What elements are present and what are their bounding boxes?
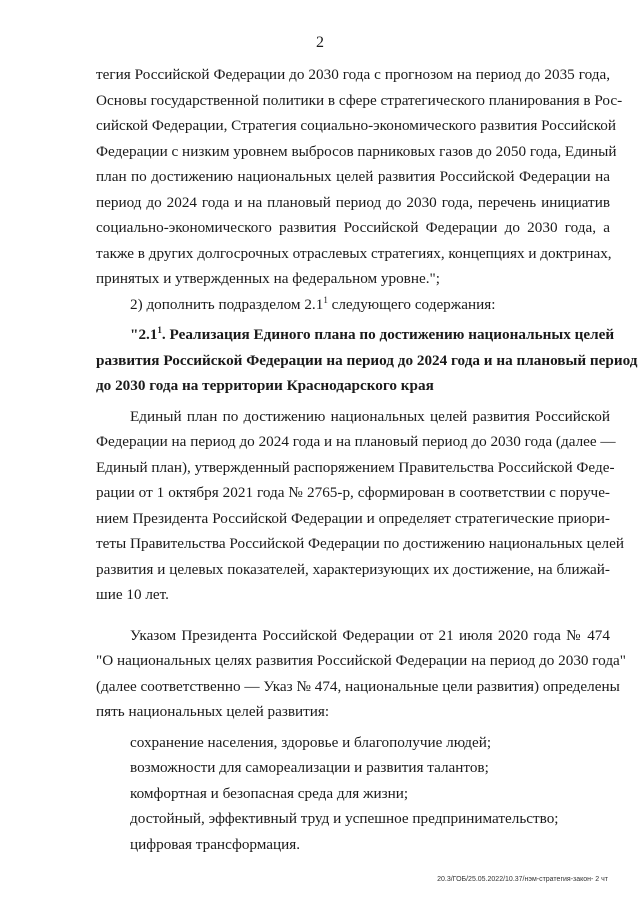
heading-line: развития Российской Федерации на период до 2024 года и на плановый период [96, 351, 638, 369]
text-line: шие 10 лет. [96, 586, 169, 603]
paragraph-unified-plan [96, 404, 624, 608]
heading-quote: " [130, 326, 139, 343]
text-line: тегия Российской Федерации до 2030 года с прогнозом на период до 2035 года, [96, 66, 610, 83]
text-line: рации от 1 октября 2021 года № 2765-р, сформирован в соответствии с поруче- [96, 484, 610, 501]
text-line: развития и целевых показателей, характеризующих их достижение, на ближай- [96, 560, 610, 578]
heading-line [96, 322, 615, 348]
text-line: сийской Федерации, Стратегия социально-экономического развития Российской [96, 117, 616, 134]
text-line: пять национальных целей развития: [96, 703, 330, 720]
paragraph-decree [96, 623, 626, 725]
superscript: 1 [157, 325, 162, 335]
page-number: 2 [316, 34, 324, 51]
document-footer-code: 20.3/ГОБ/25.05.2022/10.37/нэм-стратегия-закон- 2 чт [437, 876, 608, 883]
text-line: план по достижению национальных целей развития Российской Федерации на [96, 168, 610, 185]
text-line: Единый план по достижению национальных целей развития Российской [130, 407, 610, 425]
text-line: также в других долгосрочных отраслевых стратегиях, концепциях и доктринах, [96, 244, 612, 262]
amendment-item [96, 292, 610, 318]
heading-title: . Реализация Единого плана по достижению национальных целей [161, 326, 615, 343]
amendment-item-text: 2) дополнить подразделом 2.1 [130, 295, 324, 313]
list-item: комфортная и безопасная среда для жизни; [130, 784, 409, 802]
national-goals-list [96, 730, 610, 858]
list-item: достойный, эффективный труд и успешное предпринимательство; [130, 810, 559, 827]
list-item: возможности для самореализации и развития талантов; [130, 759, 489, 776]
list-item: сохранение населения, здоровье и благополучие людей; [130, 733, 492, 751]
list-item: цифровая трансформация. [130, 835, 301, 853]
document-body [96, 62, 638, 857]
text-line: "О национальных целях развития Российской Федерации на период до 2030 года" [96, 652, 626, 669]
text-line: период до 2024 года и на плановый период до 2030 года, перечень инициатив [96, 193, 610, 211]
text-line: нием Президента Российской Федерации и определяет стратегические приори- [96, 509, 610, 527]
text-line: Основы государственной политики в сфере стратегического планирования в Рос- [96, 91, 623, 109]
text-line: Федерации с низким уровнем выбросов парниковых газов до 2050 года, Единый [96, 142, 617, 160]
text-line: (далее соответственно — Указ № 474, национальные цели развития) определены [96, 677, 620, 695]
text-line: Единый план), утвержденный распоряжением Правительства Российской Феде- [96, 458, 615, 476]
paragraph-continuation [96, 62, 623, 292]
heading-line: до 2030 года на территории Краснодарского края [96, 377, 434, 394]
text-line: Указом Президента Российской Федерации от 21 июля 2020 года № 474 [130, 626, 610, 644]
superscript: 1 [323, 294, 328, 305]
text-line: социально-экономического развития Российской Федерации до 2030 года, а [96, 219, 610, 236]
text-line: Федерации на период до 2024 года и на плановый период до 2030 года (далее — [96, 433, 616, 450]
section-heading [96, 322, 638, 399]
text-line: принятых и утвержденных на федеральном уровне."; [96, 270, 440, 287]
heading-number: 2.1 [138, 326, 158, 343]
amendment-item-text-end: следующего содержания: [327, 295, 496, 313]
text-line: теты Правительства Российской Федерации по достижению национальных целей [96, 535, 624, 552]
